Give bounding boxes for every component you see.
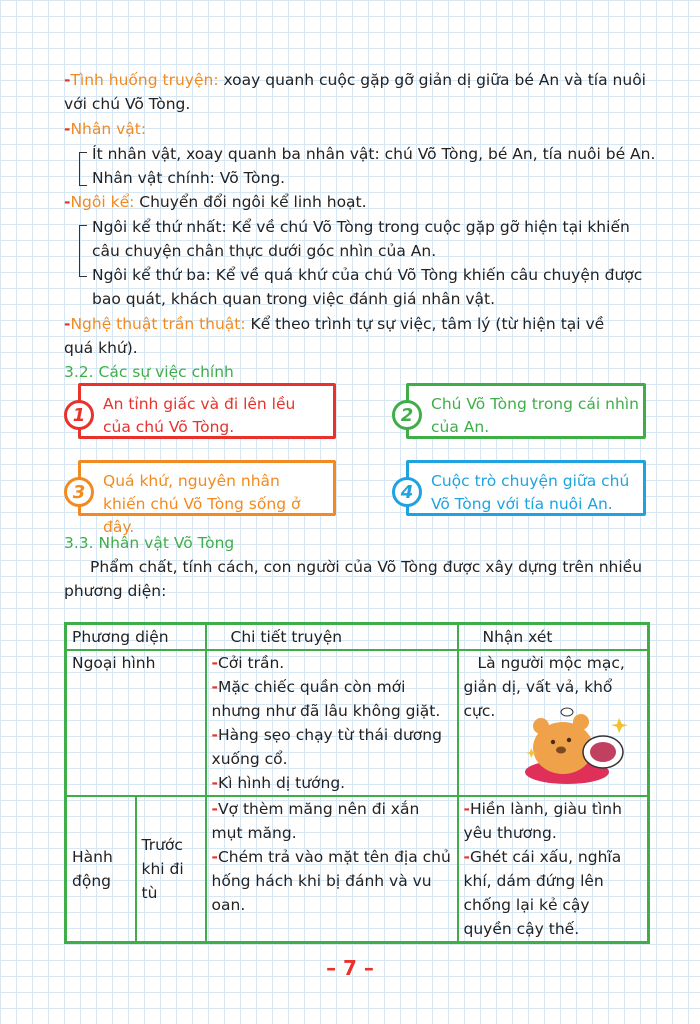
action-details: -Vợ thèm măng nên đi xắn mụt măng. -Chém trả vào mặt tên địa chủ hống hách khi bị đánh và vu oan. (206, 796, 458, 943)
event-box-2: Chú Võ Tòng trong cái nhìn của An. (406, 383, 646, 439)
characters-line: -Nhân vật: (64, 120, 147, 138)
event-number-2: 2 (392, 400, 422, 430)
story-situation-cont: với chú Võ Tòng. (64, 95, 191, 113)
header-details: Chi tiết truyện (206, 624, 458, 651)
table-header-row (66, 624, 649, 651)
page-number: – 7 – (326, 956, 374, 980)
section-paragraph: Phẩm chất, tính cách, con người của Võ Tòng được xây dựng trên nhiều (90, 558, 643, 576)
narration-line: -Ngôi kể: Chuyển đổi ngôi kể linh hoạt. (64, 193, 367, 211)
bear-illustration-icon (523, 700, 635, 786)
narration-third-person: Ngôi kể thứ ba: Kể về quá khứ của chú Võ Tòng khiến câu chuyện được (92, 266, 643, 284)
bracket (79, 225, 87, 277)
event-number-4: 4 (392, 477, 422, 507)
section-title-3-2: 3.2. Các sự việc chính (64, 363, 234, 381)
aspect-appearance: Ngoại hình (66, 650, 206, 796)
appearance-details: -Cởi trần. -Mặc chiếc quần còn mới nhưng như đã lâu không giặt. -Hàng sẹo chạy từ thái dương xuống cổ. -Kì hình dị tướng. (206, 650, 458, 796)
header-comment: Nhận xét (458, 624, 649, 651)
aspect-before-prison: Trước khi đi tù (136, 796, 206, 943)
event-number-1: 1 (64, 400, 94, 430)
event-box-4: Cuộc trò chuyện giữa chú Võ Tòng với tía nuôi An. (406, 460, 646, 516)
header-aspect: Phương diện (66, 624, 206, 651)
event-box-3: Quá khứ, nguyên nhân khiến chú Võ Tòng sống ở đây. (78, 460, 336, 516)
story-situation-line: -Tình huống truyện: xoay quanh cuộc gặp gỡ giản dị giữa bé An và tía nuôi (64, 71, 646, 89)
aspect-action: Hành động (66, 796, 136, 943)
table-row (66, 796, 649, 943)
narration-first-person: Ngôi kể thứ nhất: Kể về chú Võ Tòng trong cuộc gặp gỡ hiện tại khiến (92, 218, 630, 236)
event-number-3: 3 (64, 477, 94, 507)
page: -Tình huống truyện: xoay quanh cuộc gặp gỡ giản dị giữa bé An và tía nuôi với chú Võ Tòng. -Nhân vật: Ít nhân vật, xoay quanh ba nhân vật: chú Võ Tòng, bé An, tía nuôi bé An. Nhân vật chính: Võ Tòng. -Ngôi kể: Chuyển đổi ngôi kể linh hoạt. Ngôi kể thứ nhất: Kể về chú Võ Tòng trong cuộc gặp gỡ hiện tại khiến câu chuyện chân thực dưới góc nhìn của An. Ngôi kể thứ ba: Kể về quá khứ của chú Võ Tòng khiến câu chuyện được bao quát, khách quan trong việc đánh giá nhân vật. -Nghệ thuật trần thuật: Kể theo trình tự sự việc, tâm lý (từ hiện tại về quá khứ). 3.2. Các sự việc chính An tỉnh giấc và đi lên lều của chú Võ Tòng. 1 Chú Võ Tòng trong cái nhìn của An. 2 Quá khứ, nguyên nhân khiến chú Võ Tòng sống ở đây. 3 Cuộc trò chuyện giữa chú Võ Tòng với tía nuôi An. 4 3.3. Nhân vật Võ Tòng Phẩm chất, tính cách, con người của Võ Tòng được xây dựng trên nhiều phương diện: Phương diện Chi tiết truyện Nhận xét Ngoại hình -Cởi trần. -Mặc chiếc quần còn mới nhưng như đã lâu không giặt. -Hàng sẹo chạy từ thái dương xuống cổ. -Kì hình dị tướng. Là người mộc mạc, giản dị, vất vả, khổ cực. Hành động Trước khi đi tù -Vợ thèm măng nên đi xắn mụt măng. -Chém trả vào mặt tên địa chủ hống hách khi bị đánh và vu oan. -Hiền lành, giàu tình yêu thương. -Ghét cái xấu, nghĩa khí, dám đứng lên chống lại kẻ cậy quyền cậy thế. – 7 – (0, 0, 700, 1024)
characters-detail-2: Nhân vật chính: Võ Tòng. (92, 169, 286, 187)
characters-detail-1: Ít nhân vật, xoay quanh ba nhân vật: chú Võ Tòng, bé An, tía nuôi bé An. (92, 145, 656, 163)
appearance-comment: Là người mộc mạc, giản dị, vất vả, khổ cực. (458, 650, 649, 796)
narrative-art-line: -Nghệ thuật trần thuật: Kể theo trình tự sự việc, tâm lý (từ hiện tại về (64, 315, 605, 333)
story-situation-label: Tình huống truyện: (70, 71, 219, 89)
action-comments: -Hiền lành, giàu tình yêu thương. -Ghét cái xấu, nghĩa khí, dám đứng lên chống lại kẻ cậy quyền cậy thế. (458, 796, 649, 943)
section-title-3-3: 3.3. Nhân vật Võ Tòng (64, 534, 235, 552)
bracket (79, 152, 87, 186)
event-box-1: An tỉnh giấc và đi lên lều của chú Võ Tòng. (78, 383, 336, 439)
